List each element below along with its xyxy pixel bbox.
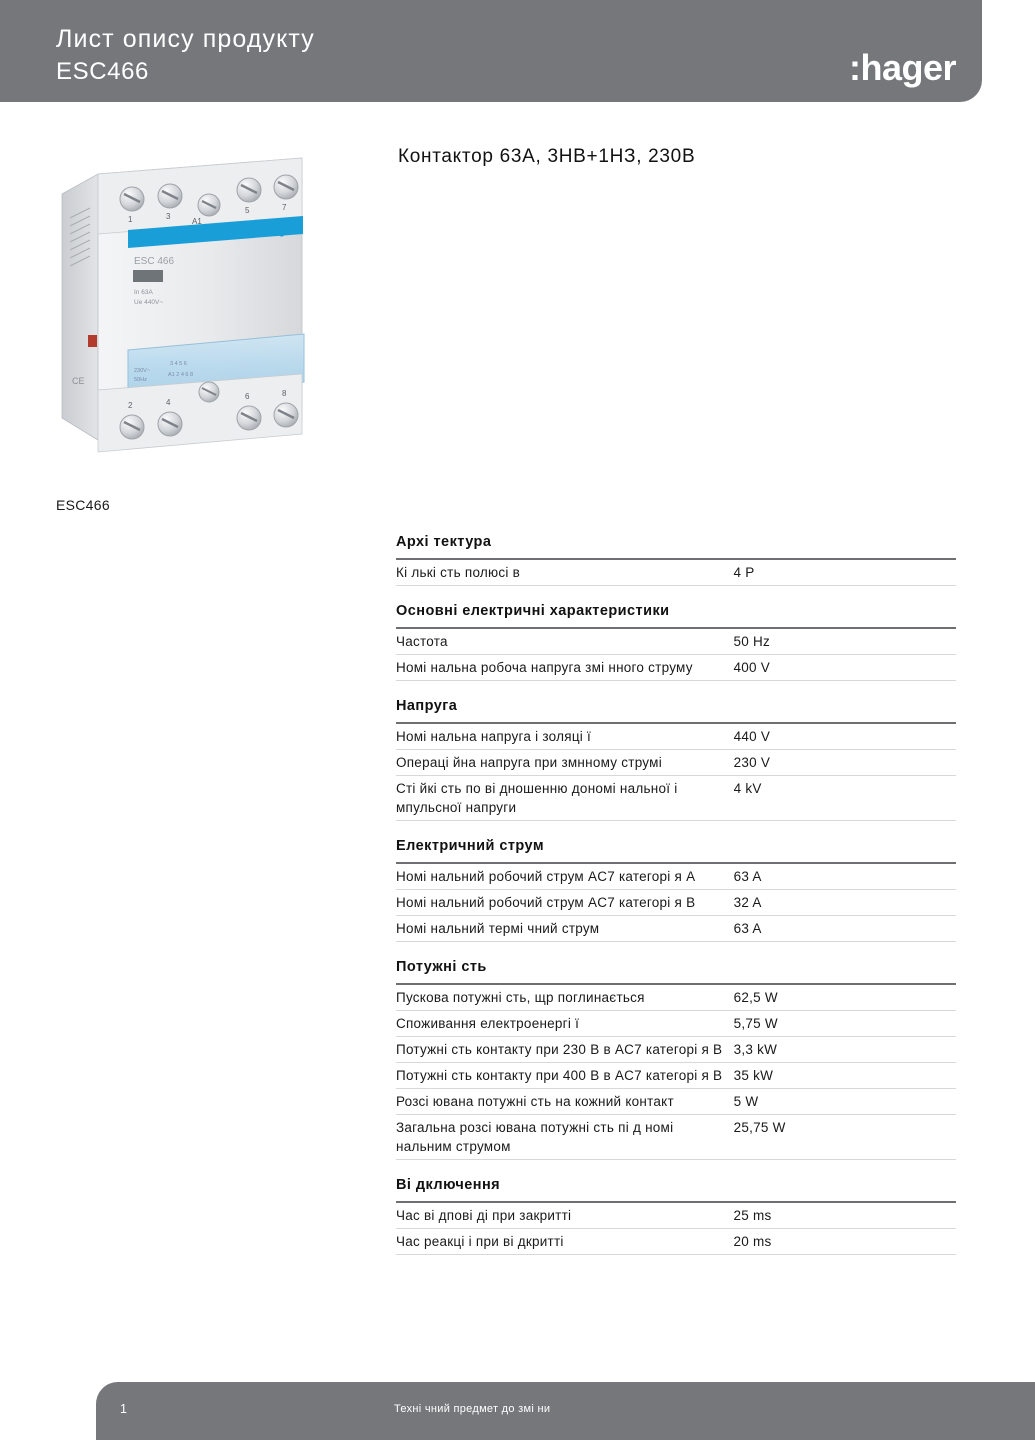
- spec-group: [396, 838, 956, 942]
- spec-row: [396, 750, 956, 776]
- ce-mark: CE: [72, 376, 85, 386]
- spec-value: 230 V: [734, 750, 956, 776]
- svg-text:50Hz: 50Hz: [134, 377, 147, 383]
- spec-row: [396, 890, 956, 916]
- status-indicator-icon: [88, 335, 97, 347]
- spec-value: 62,5 W: [734, 984, 956, 1011]
- spec-group-title: Потужні сть: [396, 959, 487, 975]
- svg-text:A1: A1: [192, 217, 202, 226]
- spec-label: Потужні сть контакту при 230 В в AC7 категорі я B: [396, 1037, 734, 1063]
- spec-label: Номі нальна робоча напруга змі нного струму: [396, 655, 733, 681]
- label-voltage: Ue 440V~: [134, 299, 164, 306]
- spec-row: [396, 776, 956, 821]
- label-barcode: [133, 270, 163, 282]
- specifications: [396, 534, 956, 1255]
- spec-row: [396, 1011, 956, 1037]
- header-title-block: [56, 22, 315, 88]
- spec-value: 440 V: [734, 723, 956, 750]
- spec-value: 32 A: [734, 890, 956, 916]
- spec-row: [396, 628, 956, 655]
- spec-table: [396, 558, 956, 586]
- spec-value: 20 ms: [734, 1229, 956, 1255]
- svg-text:230V~: 230V~: [134, 368, 151, 374]
- spec-table: [396, 1201, 956, 1255]
- spec-label: Розсі ювана потужні сть на кожний контакт: [396, 1089, 734, 1115]
- spec-label: Час ві дпові ді при закритті: [396, 1202, 734, 1229]
- spec-label: Сті йкі сть по ві дношенню дономі нальної і мпульсної напруги: [396, 776, 734, 821]
- spec-value: 400 V: [733, 655, 956, 681]
- spec-row: [396, 723, 956, 750]
- spec-value: 5 W: [734, 1089, 956, 1115]
- spec-table: [396, 722, 956, 821]
- spec-group-title: Основні електричні характеристики: [396, 603, 670, 619]
- label-hager-logo: :hager: [262, 225, 296, 237]
- spec-value: 5,75 W: [734, 1011, 956, 1037]
- spec-row: [396, 1037, 956, 1063]
- spec-group: [396, 1177, 956, 1255]
- svg-text:2: 2: [128, 401, 133, 410]
- spec-value: 63 A: [734, 916, 956, 942]
- page-footer: [96, 1382, 1035, 1440]
- svg-text:3: 3: [166, 212, 171, 221]
- spec-table: [396, 862, 956, 942]
- spec-row: [396, 559, 956, 586]
- contactor-illustration: [50, 122, 340, 467]
- spec-group: [396, 534, 956, 586]
- spec-row: [396, 1063, 956, 1089]
- spec-row: [396, 655, 956, 681]
- spec-label: Загальна розсі ювана потужні сть пі д номі нальним струмом: [396, 1115, 734, 1160]
- spec-row: [396, 984, 956, 1011]
- spec-label: Номі нальна напруга і золяці ї: [396, 723, 734, 750]
- spec-value: 25,75 W: [734, 1115, 956, 1160]
- page-number: 1: [120, 1402, 127, 1416]
- document-title: Лист опису продукту: [56, 25, 315, 53]
- svg-text:3 4 5 6: 3 4 5 6: [170, 361, 187, 367]
- spec-group-title: Електричний струм: [396, 838, 544, 854]
- spec-label: Кі лькі сть полюсі в: [396, 559, 734, 586]
- spec-row: [396, 1089, 956, 1115]
- spec-value: 3,3 kW: [734, 1037, 956, 1063]
- spec-group: [396, 698, 956, 821]
- spec-label: Пускова потужні сть, щр поглинається: [396, 984, 734, 1011]
- label-code: ESC 466: [134, 256, 175, 267]
- spec-label: Номі нальний робочий струм AC7 категорі я B: [396, 890, 734, 916]
- label-current: In 63A: [134, 289, 153, 296]
- spec-row: [396, 863, 956, 890]
- spec-value: 50 Hz: [733, 628, 956, 655]
- spec-group-title: Напруга: [396, 698, 458, 714]
- spec-label: Споживання електроенергі ї: [396, 1011, 734, 1037]
- spec-label: Номі нальний термі чний струм: [396, 916, 734, 942]
- svg-text:A1 2 4 6 8: A1 2 4 6 8: [168, 372, 194, 378]
- spec-value: 63 A: [734, 863, 956, 890]
- spec-row: [396, 916, 956, 942]
- svg-text:7: 7: [282, 203, 287, 212]
- spec-label: Потужні сть контакту при 400 В в AC7 категорі я B: [396, 1063, 734, 1089]
- svg-text:8: 8: [282, 389, 287, 398]
- spec-table: [396, 627, 956, 681]
- svg-text:6: 6: [245, 392, 250, 401]
- spec-group: [396, 959, 956, 1160]
- spec-group: [396, 603, 956, 681]
- spec-label: Операці йна напруга при змнному струмі: [396, 750, 734, 776]
- product-image-caption: ESC466: [56, 497, 110, 513]
- spec-row: [396, 1229, 956, 1255]
- hager-logo: :hager: [848, 47, 956, 88]
- spec-group-title: Ві дключення: [396, 1177, 501, 1193]
- page-header: [0, 0, 982, 102]
- svg-text:1: 1: [128, 215, 133, 224]
- spec-label: Номі нальний робочий струм AC7 категорі я A: [396, 863, 734, 890]
- spec-group-title: Архі тектура: [396, 534, 492, 550]
- spec-value: 4 P: [734, 559, 956, 586]
- spec-label: Час реакці і при ві дкритті: [396, 1229, 734, 1255]
- footer-note: Техні чний предмет до змі ни: [394, 1403, 551, 1415]
- svg-text:4: 4: [166, 398, 171, 407]
- product-title: Контактор 63А, 3НВ+1НЗ, 230В: [398, 146, 696, 167]
- spec-label: Частота: [396, 628, 733, 655]
- spec-value: 25 ms: [734, 1202, 956, 1229]
- spec-row: [396, 1202, 956, 1229]
- spec-row: [396, 1115, 956, 1160]
- spec-value: 35 kW: [734, 1063, 956, 1089]
- header-product-code: ESC466: [56, 58, 149, 85]
- device-side-face: [62, 174, 98, 440]
- svg-text:5: 5: [245, 206, 250, 215]
- spec-value: 4 kV: [734, 776, 956, 821]
- product-image: [50, 122, 340, 467]
- spec-table: [396, 983, 956, 1160]
